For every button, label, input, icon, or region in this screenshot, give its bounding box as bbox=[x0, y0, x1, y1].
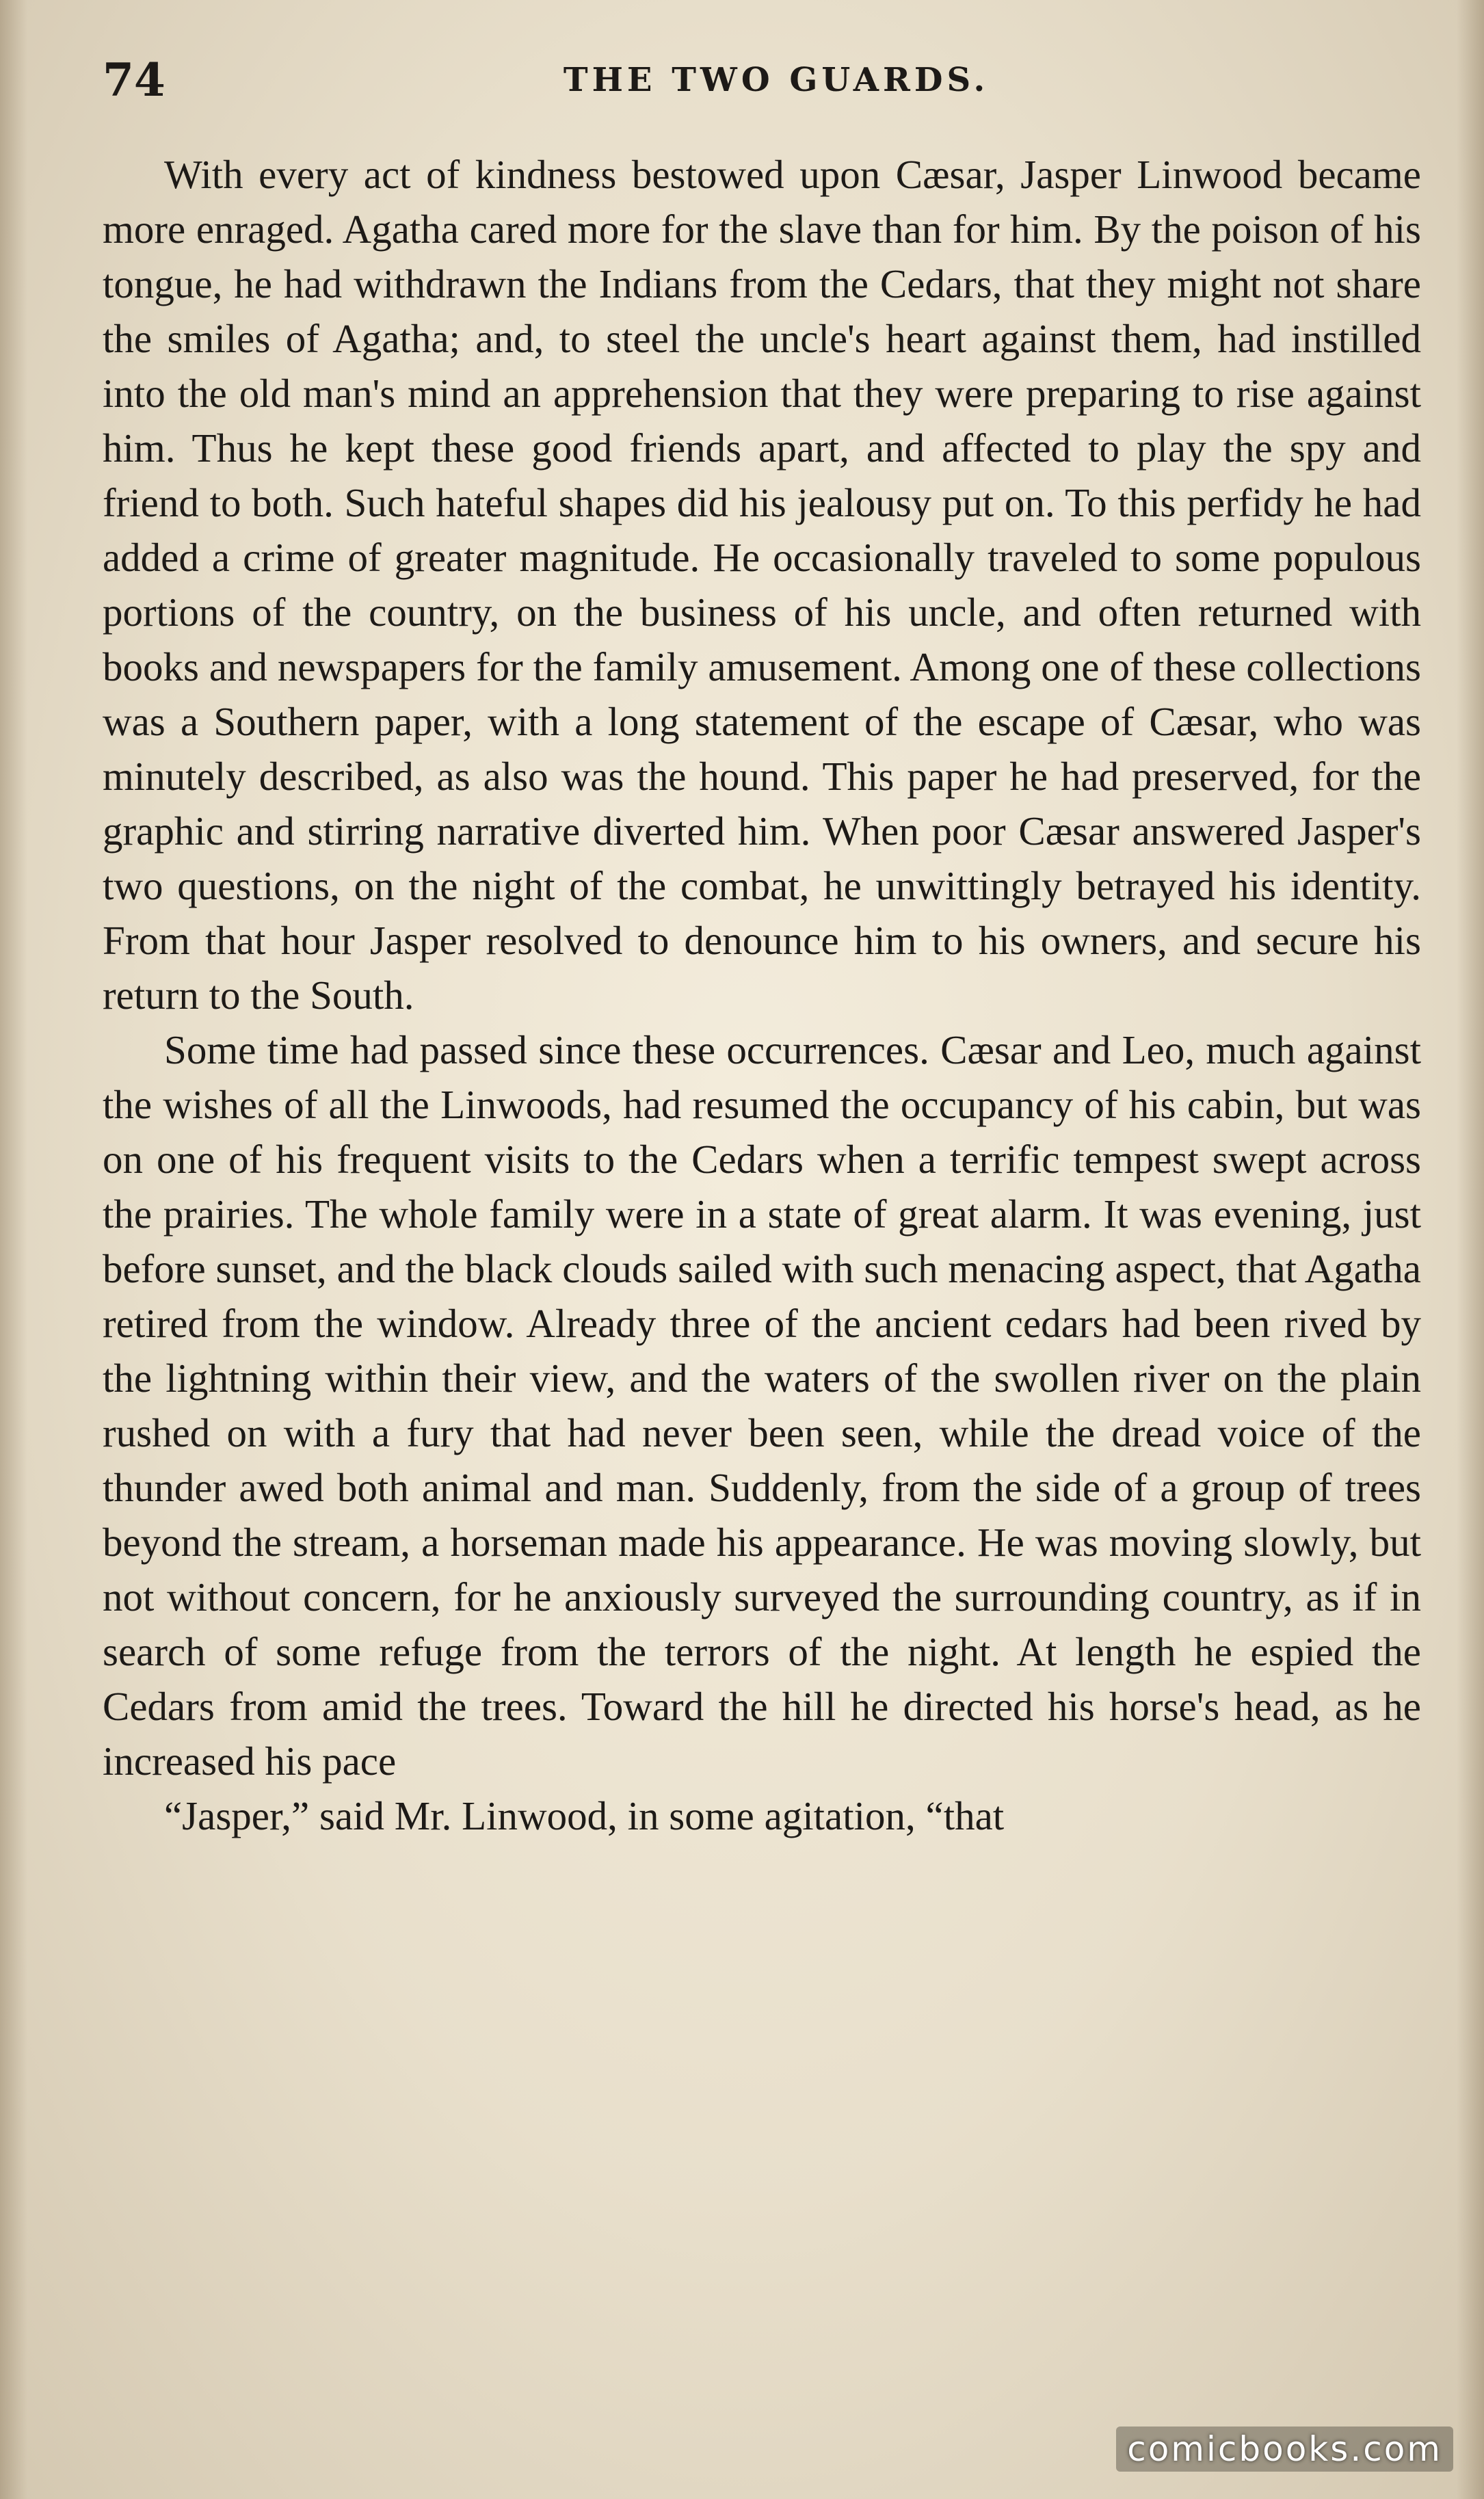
paragraph: “Jasper,” said Mr. Linwood, in some agitation, “that bbox=[164, 1793, 1005, 1838]
running-head: THE TWO GUARDS. bbox=[563, 61, 990, 99]
page-edge-right bbox=[1457, 0, 1484, 2499]
body-text bbox=[103, 147, 1421, 1843]
page-number: 74 bbox=[103, 53, 165, 107]
page-header bbox=[103, 49, 1422, 111]
page-edge-left bbox=[0, 0, 27, 2499]
paragraph: With every act of kindness bestowed upon Cæsar, Jasper Linwood became more enraged. Agatha cared more for the slave than for him. By the poison of his tongue, he had withdrawn the Indians from the Cedars, that they might not share the smiles of Agatha; and, to steel the uncle's heart against them, had instilled into the old man's mind an apprehension that they were preparing to rise against him. Thus he kept these good friends apart, and affected to play the spy and friend to both. Such hateful shapes did his jealousy put on. To this perfidy he had added a crime of greater magnitude. He occasionally traveled to some populous portions of the country, on the business of his uncle, and often returned with books and newspapers for the family amusement. Among one of these collections was a Southern paper, with a long statement of the escape of Cæsar, who was minutely described, as also was the hound. This paper he had preserved, for the graphic and stirring narrative diverted him. When poor Cæsar answered Jasper's two questions, on the night of the combat, he unwittingly betrayed his identity. From that hour Jasper resolved to denounce him to his owners, and secure his return to the South. bbox=[103, 152, 1421, 1018]
paragraph: Some time had passed since these occurrences. Cæsar and Leo, much against the wishes of all the Linwoods, had resumed the occupancy of his cabin, but was on one of his frequent visits to the Cedars when a terrific tempest swept across the prairies. The whole family were in a state of great alarm. It was evening, just before sunset, and the black clouds sailed with such menacing aspect, that Agatha retired from the window. Already three of the ancient cedars had been rived by the lightning within their view, and the waters of the swollen river on the plain rushed on with a fury that had never been seen, while the dread voice of the thunder awed both animal and man. Suddenly, from the side of a group of trees beyond the stream, a horseman made his appearance. He was moving slowly, but not without concern, for he anxiously surveyed the surrounding country, as if in search of some refuge from the terrors of the night. At length he espied the Cedars from amid the trees. Toward the hill he directed his horse's head, as he increased his pace bbox=[103, 1027, 1421, 1784]
watermark: comicbooks.com bbox=[1116, 2427, 1453, 2472]
